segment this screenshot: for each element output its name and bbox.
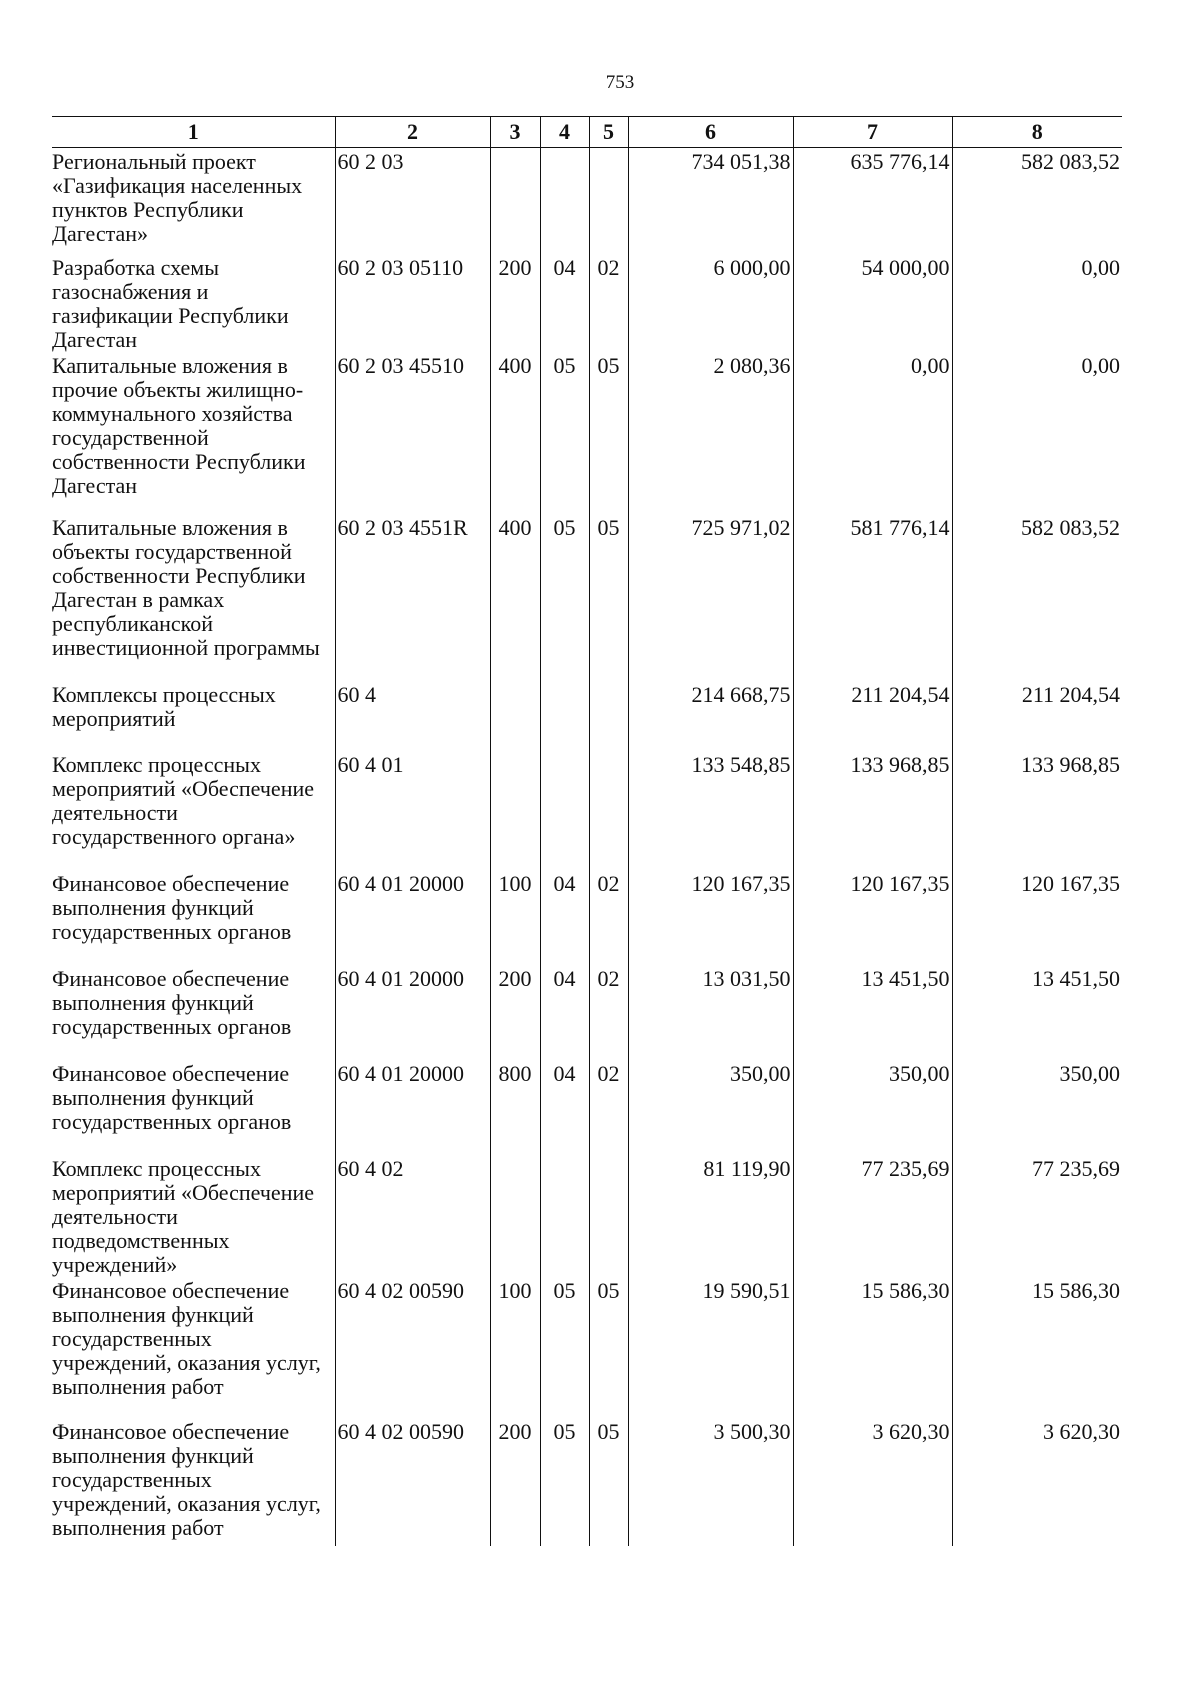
- row-value-6: 133 548,85: [628, 751, 793, 870]
- row-value-8: 582 083,52: [952, 514, 1122, 681]
- table-row: [52, 254, 1122, 352]
- row-code: 60 4 02: [335, 1155, 490, 1277]
- row-col3: 800: [490, 1060, 540, 1155]
- header-col-2: 2: [335, 117, 490, 148]
- table-row: [52, 1060, 1122, 1155]
- row-value-8: 133 968,85: [952, 751, 1122, 870]
- row-code: 60 4 01 20000: [335, 1060, 490, 1155]
- row-code: 60 2 03: [335, 148, 490, 254]
- row-name: Региональный проект «Газификация населенных пунктов Республики Дагестан»: [52, 149, 303, 246]
- table-row: [52, 352, 1122, 514]
- row-code: 60 2 03 4551R: [335, 514, 490, 681]
- table-row: [52, 751, 1122, 870]
- row-value-7: 13 451,50: [793, 965, 952, 1060]
- table-row: [52, 681, 1122, 751]
- row-col4: [540, 1155, 589, 1277]
- row-value-6: 734 051,38: [628, 148, 793, 254]
- row-col5: 05: [589, 514, 628, 681]
- row-value-7: 133 968,85: [793, 751, 952, 870]
- row-col4: 05: [540, 352, 589, 514]
- row-col5: [589, 1155, 628, 1277]
- row-name: Капитальные вложения в объекты государственной собственности Республики Дагестан в рамках республиканской инвестиционной программы: [52, 514, 320, 660]
- row-col4: 04: [540, 965, 589, 1060]
- row-col5: 05: [589, 1277, 628, 1418]
- row-value-8: 120 167,35: [952, 870, 1122, 965]
- row-value-8: 0,00: [952, 352, 1122, 514]
- header-col-6: 6: [628, 117, 793, 148]
- row-col4: [540, 751, 589, 870]
- row-value-7: 350,00: [793, 1060, 952, 1155]
- row-name: Финансовое обеспечение выполнения функций государственных органов: [52, 870, 292, 944]
- row-col5: 02: [589, 870, 628, 965]
- row-col5: [589, 751, 628, 870]
- row-value-8: 77 235,69: [952, 1155, 1122, 1277]
- row-name: Финансовое обеспечение выполнения функций государственных органов: [52, 1060, 292, 1134]
- row-code: 60 4 02 00590: [335, 1277, 490, 1418]
- page-number: 753: [605, 72, 635, 93]
- header-col-7: 7: [793, 117, 952, 148]
- row-value-6: 214 668,75: [628, 681, 793, 751]
- row-col5: 02: [589, 1060, 628, 1155]
- row-value-6: 81 119,90: [628, 1155, 793, 1277]
- row-name: Разработка схемы газоснабжения и газификации Республики Дагестан: [52, 254, 289, 352]
- row-value-6: 120 167,35: [628, 870, 793, 965]
- row-value-7: 211 204,54: [793, 681, 952, 751]
- table-row: [52, 514, 1122, 681]
- row-col5: 02: [589, 965, 628, 1060]
- row-value-7: 3 620,30: [793, 1418, 952, 1546]
- row-name: Финансовое обеспечение выполнения функций государственных учреждений, оказания услуг, выполнения работ: [52, 1277, 321, 1399]
- row-col3: [490, 148, 540, 254]
- header-col-4: 4: [540, 117, 589, 148]
- row-col4: 04: [540, 870, 589, 965]
- row-col3: 200: [490, 965, 540, 1060]
- row-col4: 05: [540, 1418, 589, 1546]
- row-col4: 05: [540, 1277, 589, 1418]
- table-row: [52, 1277, 1122, 1418]
- row-col5: 05: [589, 1418, 628, 1546]
- row-name: Комплексы процессных мероприятий: [52, 681, 276, 731]
- row-value-6: 19 590,51: [628, 1277, 793, 1418]
- table-row: [52, 870, 1122, 965]
- header-col-1: 1: [52, 117, 335, 148]
- row-col3: 200: [490, 254, 540, 352]
- row-col5: [589, 681, 628, 751]
- row-value-6: 6 000,00: [628, 254, 793, 352]
- row-code: 60 4 02 00590: [335, 1418, 490, 1546]
- row-value-8: 582 083,52: [952, 148, 1122, 254]
- row-value-8: 211 204,54: [952, 681, 1122, 751]
- budget-table: [52, 116, 1122, 1546]
- row-value-7: 77 235,69: [793, 1155, 952, 1277]
- row-name: Финансовое обеспечение выполнения функций государственных учреждений, оказания услуг, выполнения работ: [52, 1418, 321, 1540]
- row-name: Комплекс процессных мероприятий «Обеспечение деятельности государственного органа»: [52, 751, 315, 849]
- row-col3: 400: [490, 352, 540, 514]
- row-col3: 400: [490, 514, 540, 681]
- row-name: Комплекс процессных мероприятий «Обеспечение деятельности подведомственных учреждений»: [52, 1155, 315, 1277]
- row-value-7: 581 776,14: [793, 514, 952, 681]
- row-code: 60 4 01 20000: [335, 965, 490, 1060]
- row-value-6: 3 500,30: [628, 1418, 793, 1546]
- row-col3: 200: [490, 1418, 540, 1546]
- table-row: [52, 148, 1122, 254]
- row-value-8: 0,00: [952, 254, 1122, 352]
- row-value-8: 350,00: [952, 1060, 1122, 1155]
- row-col5: 02: [589, 254, 628, 352]
- row-name: Капитальные вложения в прочие объекты жилищно-коммунального хозяйства государственной собственности Республики Дагестан: [52, 352, 306, 498]
- row-code: 60 4: [335, 681, 490, 751]
- row-col4: 05: [540, 514, 589, 681]
- row-value-8: 3 620,30: [952, 1418, 1122, 1546]
- row-col5: 05: [589, 352, 628, 514]
- table-row: [52, 965, 1122, 1060]
- row-col3: 100: [490, 870, 540, 965]
- row-code: 60 4 01 20000: [335, 870, 490, 965]
- row-value-6: 2 080,36: [628, 352, 793, 514]
- row-col4: 04: [540, 1060, 589, 1155]
- row-col3: [490, 1155, 540, 1277]
- row-value-7: 54 000,00: [793, 254, 952, 352]
- header-row: [52, 117, 1122, 148]
- row-col4: [540, 681, 589, 751]
- row-code: 60 2 03 45510: [335, 352, 490, 514]
- header-col-5: 5: [589, 117, 628, 148]
- row-value-7: 15 586,30: [793, 1277, 952, 1418]
- row-value-7: 120 167,35: [793, 870, 952, 965]
- row-col4: [540, 148, 589, 254]
- header-col-8: 8: [952, 117, 1122, 148]
- row-value-7: 635 776,14: [793, 148, 952, 254]
- row-value-7: 0,00: [793, 352, 952, 514]
- header-col-3: 3: [490, 117, 540, 148]
- row-value-8: 13 451,50: [952, 965, 1122, 1060]
- row-col4: 04: [540, 254, 589, 352]
- row-value-6: 725 971,02: [628, 514, 793, 681]
- row-col3: 100: [490, 1277, 540, 1418]
- row-value-8: 15 586,30: [952, 1277, 1122, 1418]
- table-row: [52, 1418, 1122, 1546]
- row-col3: [490, 751, 540, 870]
- row-col3: [490, 681, 540, 751]
- row-value-6: 13 031,50: [628, 965, 793, 1060]
- row-col5: [589, 148, 628, 254]
- table-body: [52, 148, 1122, 1546]
- row-code: 60 2 03 05110: [335, 254, 490, 352]
- row-value-6: 350,00: [628, 1060, 793, 1155]
- table-header: [52, 117, 1122, 148]
- table-row: [52, 1155, 1122, 1277]
- row-name: Финансовое обеспечение выполнения функций государственных органов: [52, 965, 292, 1039]
- row-code: 60 4 01: [335, 751, 490, 870]
